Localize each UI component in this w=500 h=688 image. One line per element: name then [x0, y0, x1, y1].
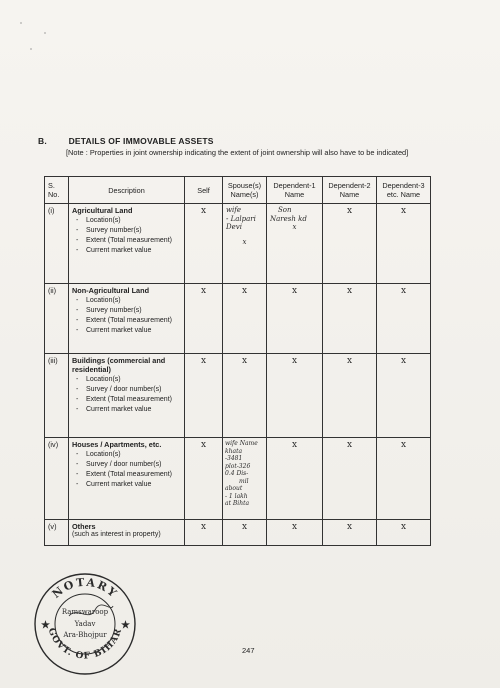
- row-subtitle: (such as interest in property): [72, 531, 161, 538]
- row-item: - Location(s): [72, 376, 181, 385]
- cell-dependent-1: x: [267, 354, 323, 438]
- section-number: B.: [38, 136, 47, 146]
- cell-spouse: [223, 204, 267, 284]
- immovable-assets-table: [44, 176, 431, 546]
- row-item: - Survey number(s): [72, 227, 181, 236]
- table-row: [45, 354, 431, 438]
- section-note: [Note : Properties in joint ownership indicating the extent of joint ownership will also have to be indicated]: [66, 148, 409, 157]
- section-title: DETAILS OF IMMOVABLE ASSETS: [68, 136, 214, 146]
- row-item: - Extent (Total measurement): [72, 396, 181, 405]
- handwritten-line: khata: [225, 447, 243, 455]
- cell-spouse: x: [223, 354, 267, 438]
- row-item: - Survey number(s): [72, 307, 181, 316]
- handwritten-line: x: [242, 237, 247, 246]
- header-spouse: Spouse(s) Name(s): [223, 177, 267, 204]
- table-row: [45, 438, 431, 520]
- cell-dependent-3: x: [377, 204, 431, 284]
- cell-dependent-3: x: [377, 284, 431, 354]
- handwritten-line: Son: [278, 206, 292, 214]
- table-row: [45, 204, 431, 284]
- row-item: - Survey / door number(s): [72, 461, 181, 470]
- cell-self: x: [185, 438, 223, 520]
- cell-dependent-2: x: [323, 204, 377, 284]
- section-heading: [38, 136, 214, 146]
- seal-name: Ramswaroop: [61, 608, 109, 616]
- row-item: - Current market value: [72, 406, 181, 415]
- row-title: Agricultural Land: [72, 206, 133, 215]
- table-header-row: [45, 177, 431, 204]
- handwritten-line: plot-326: [225, 462, 251, 470]
- cell-spouse: [223, 438, 267, 520]
- cell-dependent-3: x: [377, 438, 431, 520]
- row-sno: (ii): [45, 284, 69, 354]
- cell-spouse: x: [223, 284, 267, 354]
- page-number: 247: [242, 646, 255, 655]
- seal-bottom-text: GOVT. OF BIHAR: [45, 626, 125, 662]
- handwritten-line: mil: [239, 477, 249, 485]
- handwritten-line: - Lalpari: [226, 214, 256, 223]
- seal-top-text: NOTARY: [49, 575, 121, 601]
- seal-surname: Yadav: [74, 620, 96, 628]
- row-item: - Location(s): [72, 217, 181, 226]
- handwritten-line: wife Name: [225, 440, 258, 447]
- scan-speck: [20, 22, 22, 24]
- table-row: [45, 520, 431, 546]
- handwritten-line: - 1 lakh: [225, 492, 248, 500]
- cell-self: x: [185, 284, 223, 354]
- scan-speck: [44, 32, 46, 34]
- row-item: - Survey / door number(s): [72, 386, 181, 395]
- cell-dependent-1: x: [267, 520, 323, 546]
- handwritten-line: about: [225, 485, 243, 492]
- star-icon: ★: [121, 620, 130, 631]
- handwritten-line: 0.4 Dis-: [225, 470, 249, 477]
- scan-speck: [30, 48, 32, 50]
- cell-self: x: [185, 354, 223, 438]
- cell-dependent-2: x: [323, 354, 377, 438]
- header-description: Description: [69, 177, 185, 204]
- row-item: - Location(s): [72, 297, 181, 306]
- cell-dependent-2: x: [323, 438, 377, 520]
- cell-self: x: [185, 520, 223, 546]
- row-title: Houses / Apartments, etc.: [72, 440, 162, 449]
- notary-seal: [33, 572, 137, 676]
- cell-dependent-1: x: [267, 284, 323, 354]
- handwritten-line: -3481: [225, 455, 243, 462]
- cell-dependent-2: x: [323, 284, 377, 354]
- seal-place: Ara-Bhojpur: [63, 631, 107, 639]
- row-sno: (v): [45, 520, 69, 546]
- row-sno: (iii): [45, 354, 69, 438]
- header-sno: S. No.: [45, 177, 69, 204]
- row-title: Non-Agricultural Land: [72, 286, 150, 295]
- cell-dependent-1: x: [267, 438, 323, 520]
- cell-dependent-1: [267, 204, 323, 284]
- cell-dependent-2: x: [323, 520, 377, 546]
- row-item: - Current market value: [72, 247, 181, 256]
- row-item: - Current market value: [72, 327, 181, 336]
- row-description: [69, 284, 185, 354]
- handwritten-line: Devi: [226, 223, 242, 231]
- cell-self: x: [185, 204, 223, 284]
- row-item: - Extent (Total measurement): [72, 237, 181, 246]
- handwritten-line: at Bihta: [225, 500, 250, 507]
- header-dependent-1: Dependent-1 Name: [267, 177, 323, 204]
- star-icon: ★: [41, 620, 50, 631]
- row-description: [69, 520, 185, 546]
- row-description: [69, 204, 185, 284]
- row-title: Buildings (commercial and residential): [72, 356, 166, 374]
- row-item: - Location(s): [72, 451, 181, 460]
- header-dependent-2: Dependent-2 Name: [323, 177, 377, 204]
- cell-spouse: x: [223, 520, 267, 546]
- header-dependent-3: Dependent-3 etc. Name: [377, 177, 431, 204]
- row-item: - Current market value: [72, 481, 181, 490]
- handwritten-line: Naresh kd: [270, 214, 307, 223]
- header-self: Self: [185, 177, 223, 204]
- table-row: [45, 284, 431, 354]
- cell-dependent-3: x: [377, 354, 431, 438]
- handwritten-line: x: [292, 223, 297, 231]
- cell-dependent-3: x: [377, 520, 431, 546]
- row-sno: (i): [45, 204, 69, 284]
- row-description: [69, 354, 185, 438]
- row-sno: (iv): [45, 438, 69, 520]
- row-item: - Extent (Total measurement): [72, 317, 181, 326]
- row-item: - Extent (Total measurement): [72, 471, 181, 480]
- handwritten-line: wife: [226, 206, 241, 214]
- row-title: Others: [72, 522, 96, 531]
- row-description: [69, 438, 185, 520]
